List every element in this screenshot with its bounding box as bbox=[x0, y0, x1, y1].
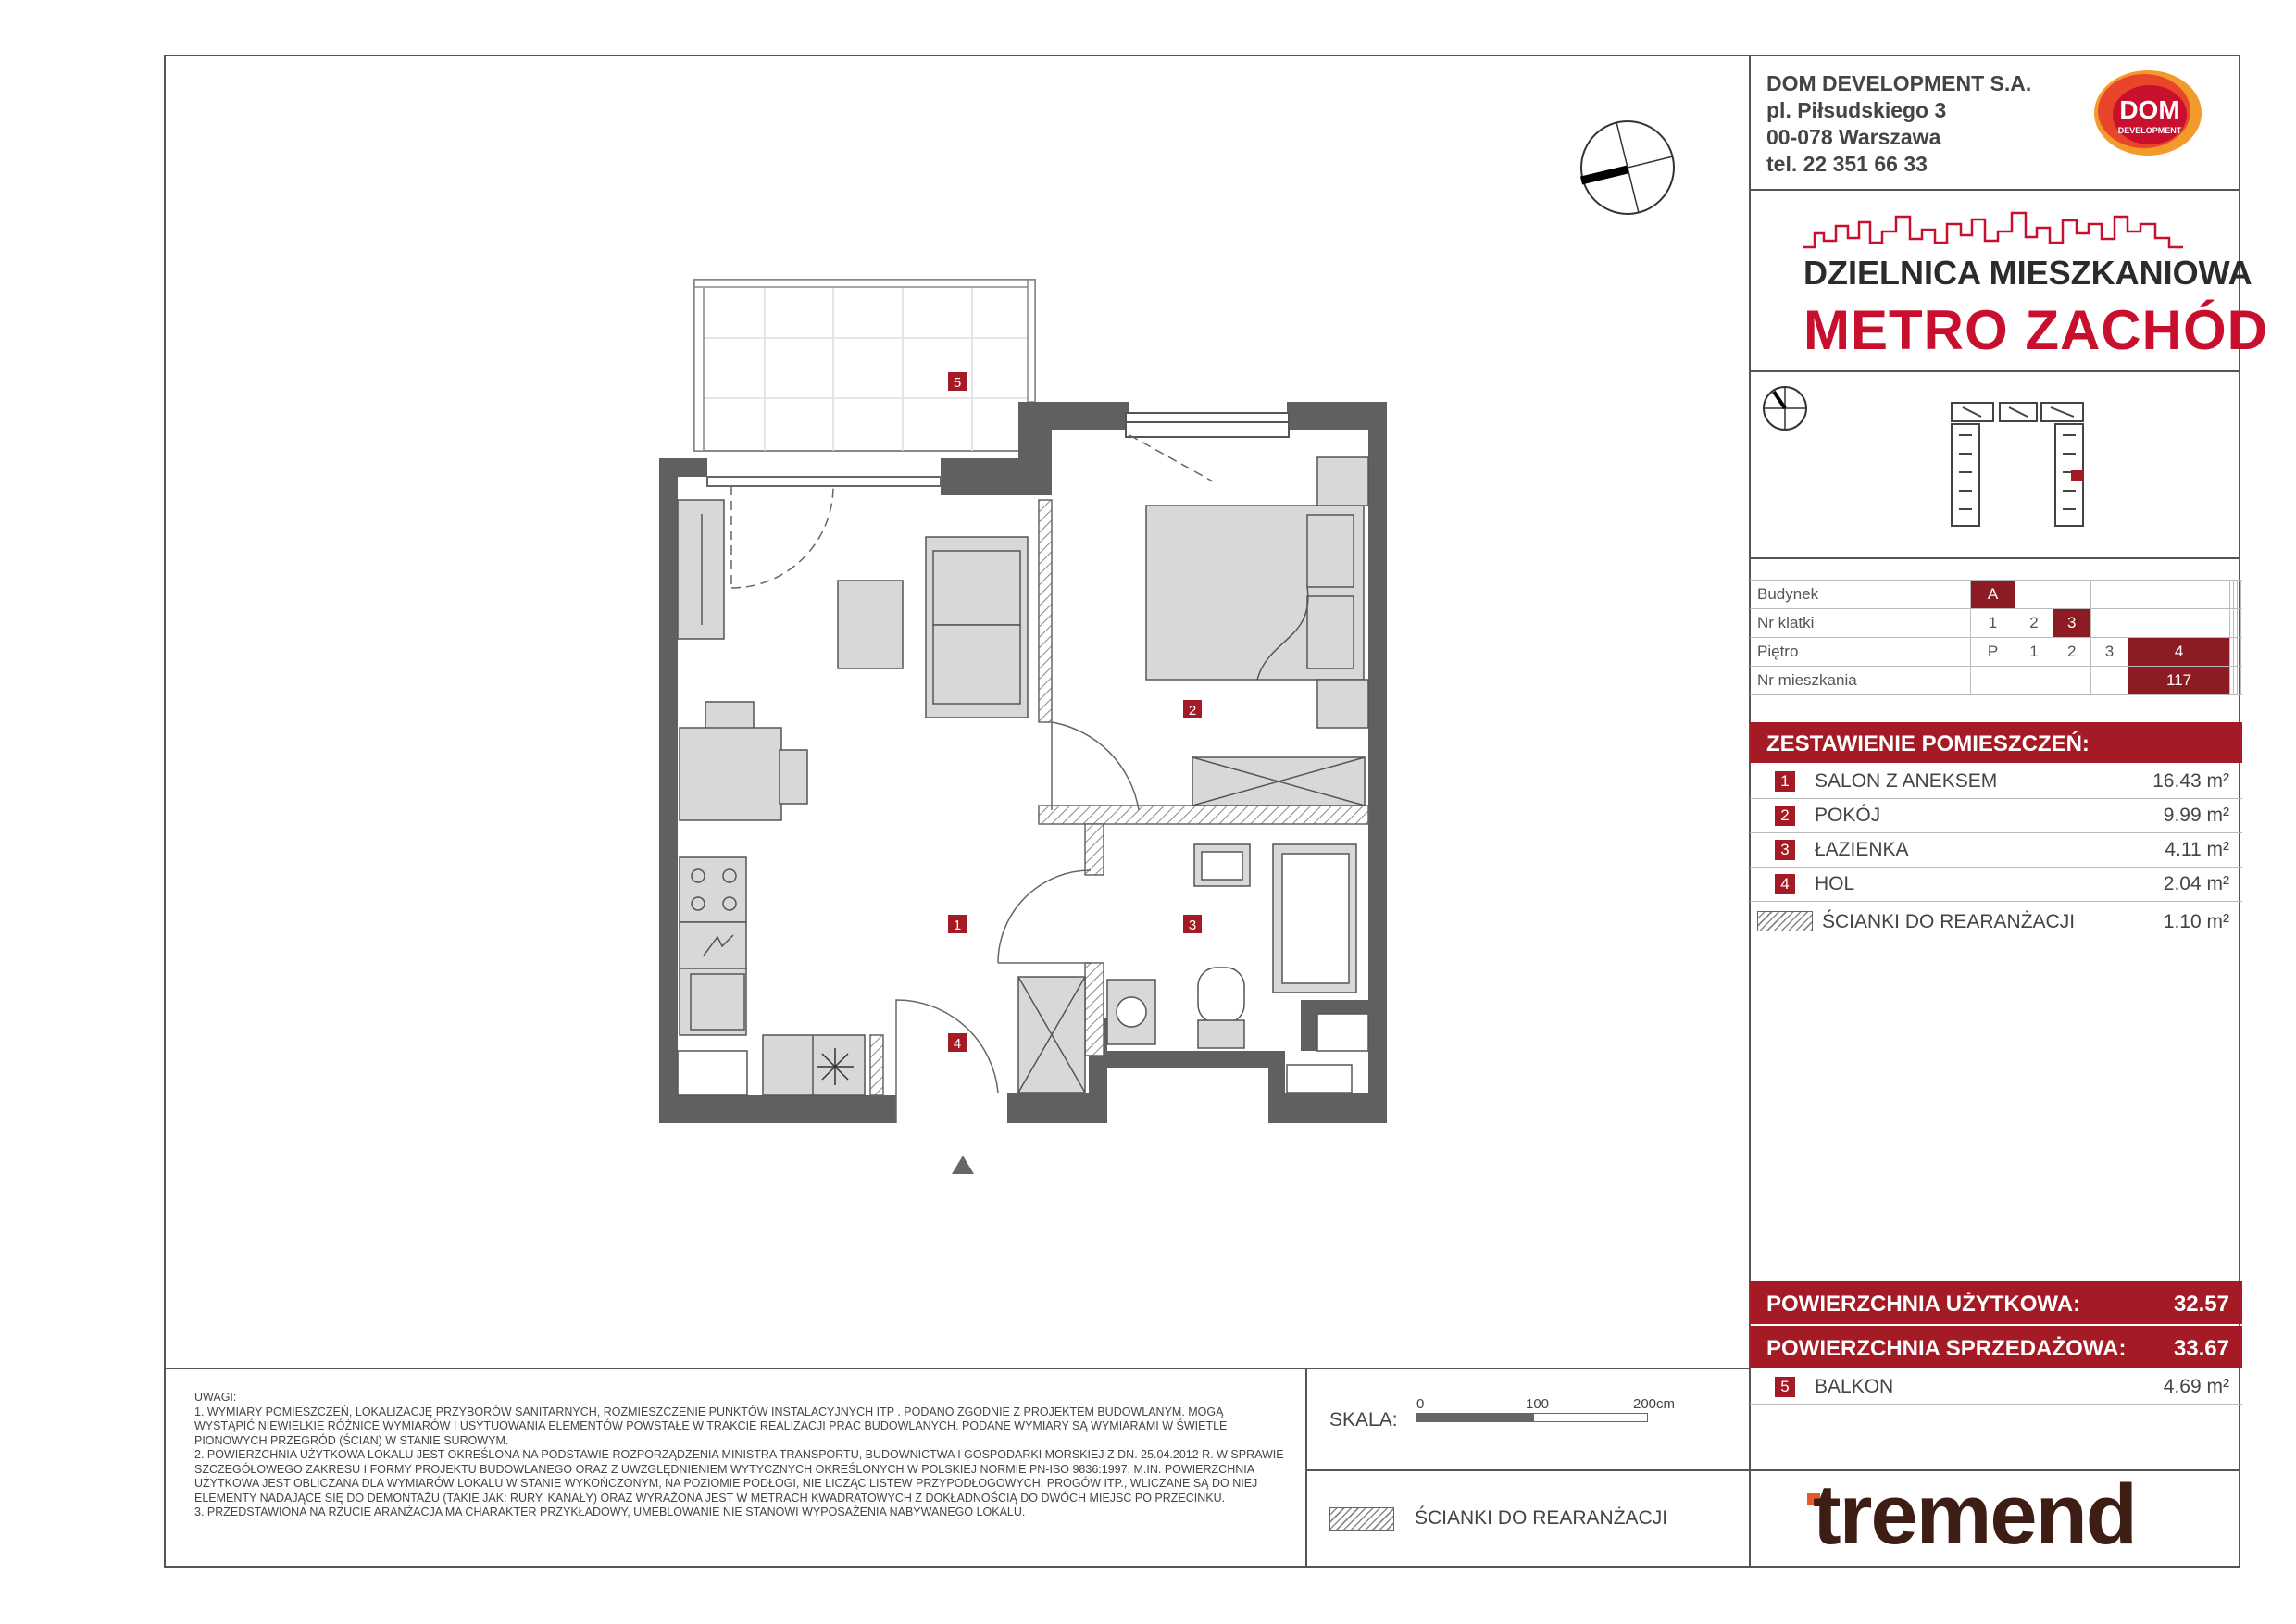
sales-area-bar bbox=[1750, 1326, 2242, 1368]
apartment-cell bbox=[1971, 667, 2015, 695]
bedroom-wardrobe bbox=[1192, 757, 1365, 806]
balcony-door-swing bbox=[731, 486, 833, 588]
site-plan-apartment-marker bbox=[2071, 470, 2083, 481]
building-cell bbox=[2015, 581, 2053, 609]
scale-tick-200: 200cm bbox=[1633, 1396, 1676, 1412]
project-line-1: DZIELNICA MIESZKANIOWA bbox=[1803, 254, 2252, 292]
staircase-cell: 1 bbox=[1971, 609, 2015, 638]
floor-cell: 4 bbox=[2128, 638, 2229, 667]
building-cell bbox=[2128, 581, 2229, 609]
site-compass-icon bbox=[1761, 384, 1809, 432]
balcony-row bbox=[1750, 1370, 2242, 1405]
room-number: 3 bbox=[1775, 840, 1795, 860]
apartment-label: Nr mieszkania bbox=[1750, 667, 1971, 695]
room-name: BALKON bbox=[1815, 1376, 1894, 1397]
room-area: 2.04 m² bbox=[2163, 873, 2229, 894]
legend-hatch-swatch bbox=[1329, 1507, 1394, 1531]
sidebar-divider-2 bbox=[1750, 370, 2240, 372]
building-label: Budynek bbox=[1750, 581, 1971, 609]
sales-area-label: POWIERZCHNIA SPRZEDAŻOWA: bbox=[1766, 1336, 2127, 1361]
nightstand-top bbox=[1317, 457, 1368, 506]
wardrobe bbox=[678, 500, 724, 639]
sales-area-value: 33.67 bbox=[2173, 1336, 2229, 1361]
site-plan-thumbnail bbox=[1944, 398, 2111, 528]
scale-bar-empty bbox=[1533, 1413, 1648, 1422]
bathroom-niche bbox=[1317, 1014, 1368, 1051]
legend-label: ŚCIANKI DO REARANŻACJI bbox=[1415, 1507, 1668, 1529]
room-row bbox=[1750, 765, 2242, 799]
building-cell bbox=[2053, 581, 2090, 609]
company-phone: tel. 22 351 66 33 bbox=[1766, 152, 1928, 176]
apartment-cell bbox=[2240, 667, 2242, 695]
scale-bar-filled bbox=[1416, 1413, 1533, 1422]
room-label-4: 4 bbox=[953, 1036, 962, 1052]
note-item: 3. PRZEDSTAWIONA NA RZUCIE ARANŻACJA MA CHARAKTER PRZYKŁADOWY, UMEBLOWANIE NIE STANOWI WYPOSAŻENIA NABYWANEGO LOKALU. bbox=[194, 1505, 1026, 1518]
room-area: 4.69 m² bbox=[2163, 1376, 2229, 1397]
room-number: 5 bbox=[1775, 1377, 1795, 1397]
sidebar-divider-3 bbox=[1750, 557, 2240, 559]
floor-cell: 3 bbox=[2090, 638, 2128, 667]
note-item: 1. WYMIARY POMIESZCZEŃ, LOKALIZACJĘ PRZYBORÓW SANITARNYCH, ROZMIESZCZENIE PUNKTÓW INSTALACYJNYCH ITP . PODANO ZGODNIE Z PROJEKTEM BUDOWLANYM. MOGĄ WYSTĄPIĆ NIEWIELKIE RÓŻNICE WYMIARÓW I USYTUOWANIA ELEMENTÓW POWSTAŁE W TRAKCIE REALIZACJI PRAC BUDOWLANYCH. PODANE WYMIARY SĄ WYMIARAMI W ŚWIETLE PIONOWYCH PRZEGRÓD (ŚCIAN) W STANIE SUROWYM. bbox=[194, 1405, 1228, 1447]
hatch-swatch bbox=[1757, 911, 1813, 931]
apartment-cell bbox=[2053, 667, 2090, 695]
location-table bbox=[1750, 580, 2242, 695]
apartment-cell bbox=[2015, 667, 2053, 695]
apartment-cell bbox=[2090, 667, 2128, 695]
company-name: DOM DEVELOPMENT S.A. bbox=[1766, 71, 2032, 95]
rooms-header bbox=[1750, 722, 2242, 763]
footer-split bbox=[1305, 1368, 1307, 1568]
logo-text-bottom: DEVELOPMENT bbox=[2117, 126, 2182, 135]
walls-row-name: ŚCIANKI DO REARANŻACJI bbox=[1822, 911, 2076, 932]
logo-text-top: DOM bbox=[2119, 95, 2180, 124]
company-street: pl. Piłsudskiego 3 bbox=[1766, 98, 1947, 122]
staircase-cell: 2 bbox=[2015, 609, 2053, 638]
rooms-header-label: ZESTAWIENIE POMIESZCZEŃ: bbox=[1766, 731, 2090, 756]
room-name: SALON Z ANEKSEM bbox=[1815, 770, 1998, 792]
window-swing bbox=[1129, 435, 1213, 481]
room-name: ŁAZIENKA bbox=[1815, 839, 1909, 860]
room-row bbox=[1750, 799, 2242, 833]
room-name: POKÓJ bbox=[1815, 805, 1881, 826]
hall-niche bbox=[1287, 1065, 1352, 1093]
kitchen-counter bbox=[678, 857, 865, 1095]
room-area: 4.11 m² bbox=[2165, 839, 2229, 860]
staircase-cell: 3 bbox=[2053, 609, 2090, 638]
notes bbox=[194, 1391, 1287, 1520]
room-area: 16.43 m² bbox=[2152, 770, 2229, 792]
staircase-cell bbox=[2128, 609, 2229, 638]
usable-area-bar bbox=[1750, 1281, 2242, 1324]
coffee-table bbox=[838, 581, 903, 668]
bed bbox=[1146, 506, 1364, 680]
room-label-1: 1 bbox=[953, 918, 962, 933]
floor-cell: P bbox=[1971, 638, 2015, 667]
room-label-3: 3 bbox=[1188, 918, 1197, 933]
staircase-label: Nr klatki bbox=[1750, 609, 1971, 638]
scale-tick-0: 0 bbox=[1416, 1396, 1425, 1412]
window bbox=[1126, 413, 1289, 437]
sofa bbox=[926, 537, 1028, 718]
footer-legend-divider bbox=[1305, 1469, 1750, 1471]
usable-area-value: 32.57 bbox=[2173, 1292, 2229, 1317]
table-row-staircase bbox=[1750, 609, 2242, 638]
notes-title: UWAGI: bbox=[194, 1391, 237, 1404]
floor-cell: 2 bbox=[2053, 638, 2090, 667]
entrance-arrow-icon bbox=[952, 1156, 974, 1174]
room-number: 4 bbox=[1775, 874, 1795, 894]
note-item: 2. POWIERZCHNIA UŻYTKOWA LOKALU JEST OKREŚLONA NA PODSTAWIE ROZPORZĄDZENIA MINISTRA TRANSPORTU, BUDOWNICTWA I GOSPODARKI MORSKIEJ Z DN. 25.04.2012 R. W SPRAWIE SZCZEGÓŁOWEGO ZAKRESU I FORMY PROJEKTU BUDOWLANEGO ORAZ Z UWZGLĘDNIENIEM WYTYCZNYCH OKREŚLONYCH W POLSKIEJ NORMIE PN-ISO 9836:1997, M.IN. POWIERZCHNIA UŻYTKOWA JEST OBLICZANA DLA WYMIARÓW LOKALU W STANIE WYKOŃCZONYM, NA POZIOMIE PODŁOGI, NIE LICZĄC LISTEW PRZYPODŁOGOWYCH, PROGÓW ITP., WLICZANE SĄ DO NIEJ ELEMENTY NADAJĄCE SIĘ DO DEMONTAŻU (TAKIE JAK: RURY, KANAŁY) ORAZ WYRAŻONA JEST W METRACH KWADRATOWYCH Z DOKŁADNOŚCIĄ DO DWÓCH MIEJSC PO PRZECINKU. bbox=[194, 1448, 1284, 1505]
staircase-cell bbox=[2090, 609, 2128, 638]
floor-label: Piętro bbox=[1750, 638, 1971, 667]
tremend-logo: tremend bbox=[1813, 1468, 2136, 1562]
building-cell bbox=[2240, 581, 2242, 609]
bathroom-door bbox=[998, 870, 1091, 963]
scale-label: SKALA: bbox=[1329, 1409, 1398, 1430]
company-address bbox=[1766, 70, 2031, 178]
staircase-cell bbox=[2240, 609, 2242, 638]
table-row-apartment bbox=[1750, 667, 2242, 695]
table-row-building bbox=[1750, 581, 2242, 609]
nightstand-bottom bbox=[1317, 680, 1368, 728]
skyline-icon bbox=[1803, 206, 2183, 252]
room-row bbox=[1750, 868, 2242, 902]
dining-table bbox=[680, 702, 807, 820]
scale-tick-100: 100 bbox=[1526, 1396, 1550, 1412]
sidebar-divider-1 bbox=[1750, 189, 2240, 191]
room-row bbox=[1750, 833, 2242, 868]
room-number: 2 bbox=[1775, 806, 1795, 826]
walls-row-area: 1.10 m² bbox=[2163, 911, 2229, 932]
company-city: 00-078 Warszawa bbox=[1766, 125, 1941, 149]
room-name: HOL bbox=[1815, 873, 1855, 894]
project-line-2: METRO ZACHÓD bbox=[1803, 299, 2268, 361]
floor-cell: 1 bbox=[2015, 638, 2053, 667]
floor-plan bbox=[648, 111, 1407, 1185]
entrance-door bbox=[896, 1000, 998, 1123]
table-row-floor bbox=[1750, 638, 2242, 667]
usable-area-label: POWIERZCHNIA UŻYTKOWA: bbox=[1766, 1292, 2081, 1317]
walls-row bbox=[1750, 902, 2242, 943]
apartment-cell: 117 bbox=[2128, 667, 2229, 695]
building-cell bbox=[2090, 581, 2128, 609]
dom-development-logo bbox=[2083, 67, 2213, 159]
room-area: 9.99 m² bbox=[2163, 805, 2229, 826]
building-cell: A bbox=[1971, 581, 2015, 609]
room-label-2: 2 bbox=[1188, 703, 1197, 718]
room-number: 1 bbox=[1775, 771, 1795, 792]
footer-divider bbox=[164, 1368, 1750, 1369]
balcony-area bbox=[694, 280, 1035, 451]
floor-cell bbox=[2240, 638, 2242, 667]
balcony-door bbox=[707, 477, 941, 486]
room-label-5: 5 bbox=[953, 375, 962, 391]
bedroom-door bbox=[1052, 722, 1139, 810]
north-arrow-compass-icon bbox=[1578, 118, 1678, 218]
